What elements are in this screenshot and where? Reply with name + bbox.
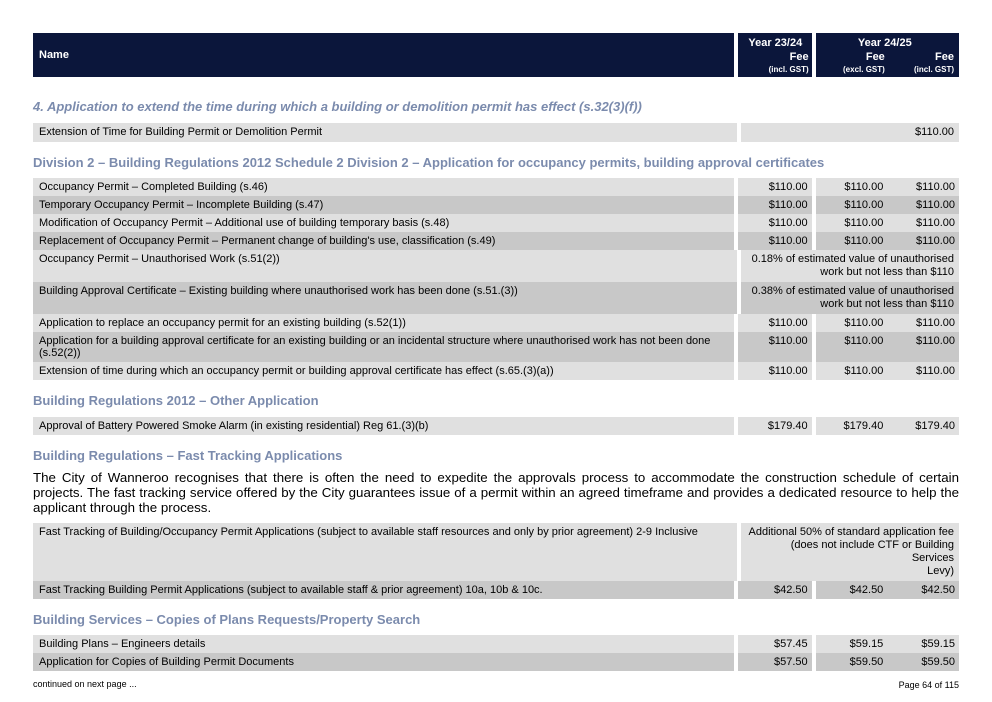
fast-tracking-paragraph: The City of Wanneroo recognises that there is often the need to expedite the approvals process to accommodate the construction schedule of certain projects. The fast tracking service offered by the City guarantees issue of a permit within an agreed timeframe and provides a dedicated resource to help the applicant through the process.	[33, 470, 959, 515]
continued-note: continued on next page ...	[33, 679, 137, 689]
table-body	[33, 635, 959, 671]
section-title: Building Regulations 2012 – Other Application	[33, 393, 319, 408]
table-row: Occupancy Permit – Unauthorised Work (s.51(2)) 0.18% of estimated value of unauthorised work but not less than $110	[33, 250, 959, 282]
table-row: Replacement of Occupancy Permit – Permanent change of building's use, classification (s.49) $110.00 $110.00 $110.00	[33, 232, 959, 250]
table-row: Modification of Occupancy Permit – Additional use of building temporary basis (s.48) $110.00 $110.00 $110.00	[33, 214, 959, 232]
section-title: Building Regulations – Fast Tracking Applications	[33, 448, 343, 463]
page-number: Page 64 of 115	[898, 680, 959, 690]
table-body	[33, 523, 959, 599]
table-row: Building Approval Certificate – Existing building where unauthorised work has been done (s.51.(3)) 0.38% of estimated value of unauthorised work but not less than $110	[33, 282, 959, 314]
table-row: Extension of Time for Building Permit or Demolition Permit $110.00	[33, 123, 959, 142]
table-body	[33, 178, 959, 380]
table-row: Application for a building approval certificate for an existing building or an incidental structure where unauthorised work has not been done (s.52(2)) $110.00 $110.00 $110.00	[33, 332, 959, 362]
table-row: Application for Copies of Building Permit Documents $57.50 $59.50 $59.50	[33, 653, 959, 671]
table-row: Extension of time during which an occupancy permit or building approval certificate has effect (s.65.(3)(a)) $110.00 $110.00 $110.00	[33, 362, 959, 380]
header-name: Name	[33, 33, 734, 77]
table-row: Temporary Occupancy Permit – Incomplete Building (s.47) $110.00 $110.00 $110.00	[33, 196, 959, 214]
section-title: 4. Application to extend the time during which a building or demolition permit has effect (s.32(3)(f))	[33, 99, 642, 114]
table-row: Fast Tracking of Building/Occupancy Permit Applications (subject to available staff resources and only by prior agreement) 2-9 Inclusive Additional 50% of standard application fee (does not include CTF or Building Services Levy)	[33, 523, 959, 581]
table-row: Occupancy Permit – Completed Building (s.46) $110.00 $110.00 $110.00	[33, 178, 959, 196]
table-row: Application to replace an occupancy permit for an existing building (s.52(1)) $110.00 $110.00 $110.00	[33, 314, 959, 332]
table-row: Approval of Battery Powered Smoke Alarm (in existing residential) Reg 61.(3)(b) $179.40 $179.40 $179.40	[33, 417, 959, 435]
table-row: Fast Tracking Building Permit Applications (subject to available staff & prior agreement) 10a, 10b & 10c. $42.50 $42.50 $42.50	[33, 581, 959, 599]
section-title: Building Services – Copies of Plans Requests/Property Search	[33, 612, 421, 627]
table-header	[33, 33, 959, 77]
header-year1: Year 23/24 Fee (incl. GST)	[738, 33, 812, 77]
fee-schedule-page	[33, 33, 959, 671]
header-year2: Year 24/25 Fee Fee (excl. GST) (incl. GST)	[816, 33, 959, 77]
section-title: Division 2 – Building Regulations 2012 Schedule 2 Division 2 – Application for occupancy permits, building approval certificates	[33, 155, 825, 170]
table-row: Building Plans – Engineers details $57.45 $59.15 $59.15	[33, 635, 959, 653]
